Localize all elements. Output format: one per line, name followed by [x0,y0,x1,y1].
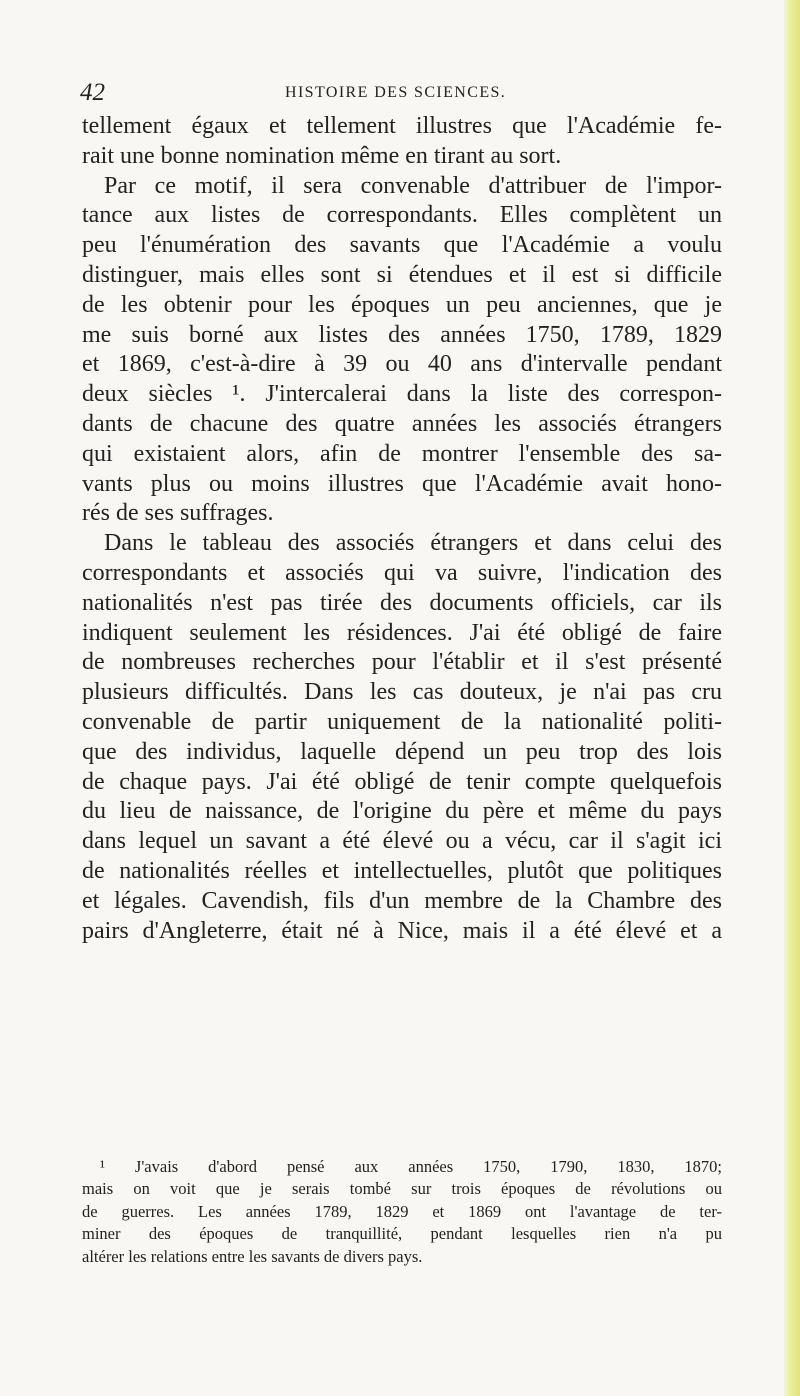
text-line: deux siècles ¹. J'intercalerai dans la liste des correspon- [82,381,722,408]
text-line: peu l'énumération des savants que l'Académie a voulu [82,232,722,259]
text-line: dans lequel un savant a été élevé ou a vécu, car il s'agit ici [82,828,722,855]
footnote-line: altérer les relations entre les savants de divers pays. [82,1246,423,1266]
text-line: et 1869, c'est-à-dire à 39 ou 40 ans d'intervalle pendant [82,351,722,378]
text-line: dants de chacune des quatre années les associés étrangers [82,410,722,437]
page-header [80,78,720,108]
text-line: de nationalités réelles et intellectuelles, plutôt que politiques [82,857,722,884]
text-line: rait une bonne nomination même en tirant au sort. [82,142,562,169]
text-line: Par ce motif, il sera convenable d'attribuer de l'impor- [104,172,722,199]
footnote-line: de guerres. Les années 1789, 1829 et 1869 ont l'avantage de ter- [82,1201,722,1221]
footnote-line: ¹ J'avais d'abord pensé aux années 1750, 1790, 1830, 1870; [100,1157,722,1176]
footnote-line: mais on voit que je serais tombé sur trois époques de révolutions ou [82,1179,722,1199]
text-line: tance aux listes de correspondants. Elles complètent un [82,202,722,229]
footnote-line: miner des époques de tranquillité, pendant lesquelles rien n'a pu [82,1224,722,1244]
text-line: correspondants et associés qui va suivre, l'indication des [82,559,722,586]
running-title: HISTOIRE DES SCIENCES. [285,84,507,101]
text-line: me suis borné aux listes des années 1750, 1789, 1829 [82,321,722,348]
text-line: que des individus, laquelle dépend un peu trop des lois [82,738,722,765]
text-line: pairs d'Angleterre, était né à Nice, mais il a été élevé et a [82,917,722,944]
text-line: vants plus ou moins illustres que l'Académie avait hono- [82,470,722,497]
text-line: et légales. Cavendish, fils d'un membre de la Chambre des [82,887,722,914]
page-edge-tint [784,0,800,1396]
text-line: qui existaient alors, afin de montrer l'ensemble des sa- [82,440,722,467]
text-line: Dans le tableau des associés étrangers et dans celui des [104,530,722,557]
text-line: de chaque pays. J'ai été obligé de tenir compte quelquefois [82,768,722,795]
page-number: 42 [80,79,105,106]
text-line: rés de ses suffrages. [82,500,274,527]
text-line: distinguer, mais elles sont si étendues et il est si difficile [82,261,722,288]
body-text [82,112,722,946]
text-line: tellement égaux et tellement illustres que l'Académie fe- [82,113,722,139]
text-line: de nombreuses recherches pour l'établir et il s'est présenté [82,649,722,676]
text-line: nationalités n'est pas tirée des documents officiels, car ils [82,589,722,616]
text-line: de les obtenir pour les époques un peu anciennes, que je [82,291,722,318]
text-line: convenable de partir uniquement de la nationalité politi- [82,708,722,735]
footnote [82,1156,722,1268]
text-line: indiquent seulement les résidences. J'ai été obligé de faire [82,619,722,646]
text-line: du lieu de naissance, de l'origine du père et même du pays [82,798,722,825]
text-line: plusieurs difficultés. Dans les cas douteux, je n'ai pas cru [82,679,722,706]
